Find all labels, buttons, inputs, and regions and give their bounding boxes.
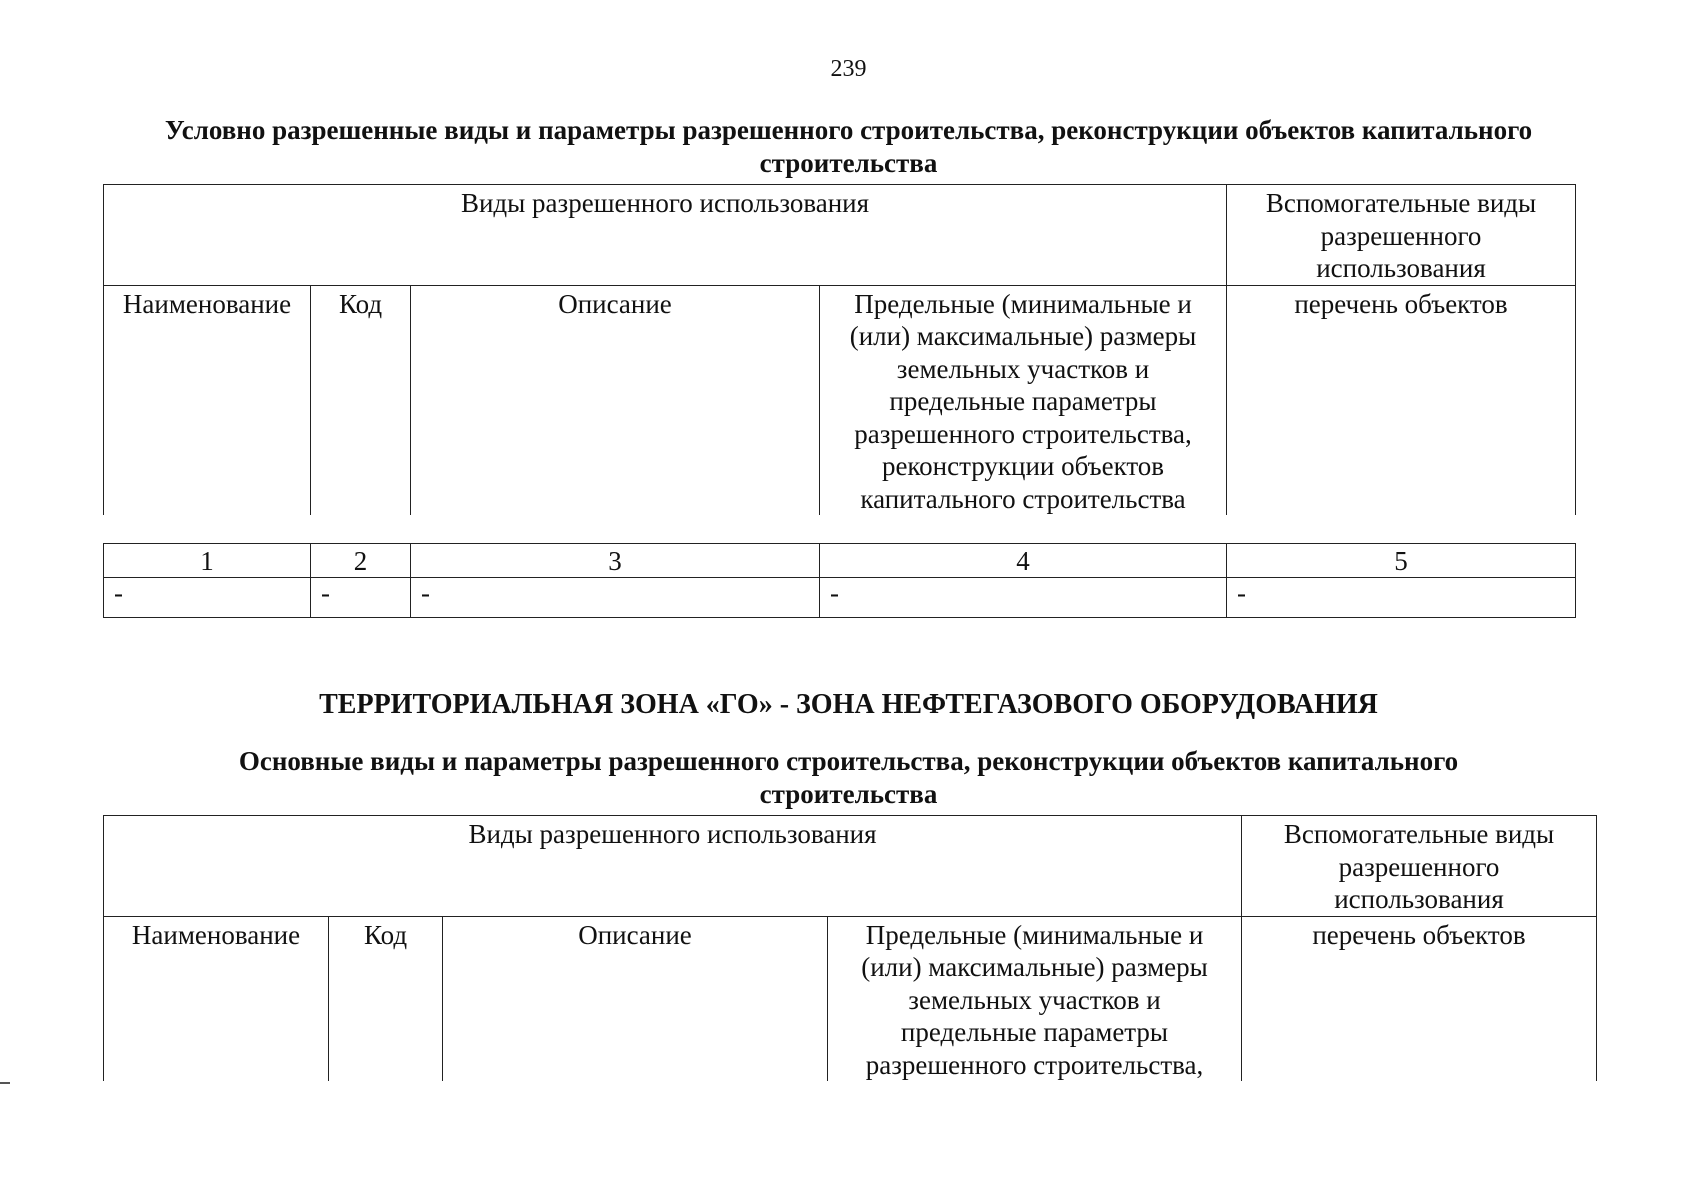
section1-col-limits: Предельные (минимальные и (или) максимальные) размеры земельных участков и предельные параметры разрешенного строительства, реконструкции объектов капитального строительства — [820, 285, 1227, 515]
numbering-cell-4: 4 — [820, 544, 1227, 578]
section2-col-description: Описание — [443, 916, 828, 1081]
data-cell-description: - — [411, 578, 820, 618]
section2-col-limits: Предельные (минимальные и (или) максимальные) размеры земельных участков и предельные параметры разрешенного строительства, — [828, 916, 1242, 1081]
scan-edge-mark — [0, 1082, 10, 1084]
section1-heading — [0, 114, 1697, 180]
section2-heading-line2: строительства — [759, 779, 938, 809]
numbering-cell-5: 5 — [1227, 544, 1576, 578]
section1-col-name: Наименование — [104, 285, 311, 515]
section2-col-name: Наименование — [104, 916, 329, 1081]
section1-aux-header: Вспомогательные виды разрешенного использования — [1227, 185, 1576, 286]
section1-group-header: Виды разрешенного использования — [104, 185, 1227, 286]
section2-col-code: Код — [329, 916, 443, 1081]
section2-heading-line1: Основные виды и параметры разрешенного строительства, реконструкции объектов капитального — [238, 746, 1459, 776]
section1-numbering-table — [103, 543, 1576, 618]
data-cell-code: - — [311, 578, 411, 618]
section1-col-code: Код — [311, 285, 411, 515]
numbering-cell-1: 1 — [104, 544, 311, 578]
numbering-cell-3: 3 — [411, 544, 820, 578]
section1-col-description: Описание — [411, 285, 820, 515]
section2-col-objects: перечень объектов — [1242, 916, 1597, 1081]
section1-heading-line2: строительства — [759, 148, 938, 178]
section2-group-header: Виды разрешенного использования — [104, 816, 1242, 917]
zone-title: ТЕРРИТОРИАЛЬНАЯ ЗОНА «ГО» - ЗОНА НЕФТЕГАЗОВОГО ОБОРУДОВАНИЯ — [319, 689, 1378, 720]
section2-heading — [0, 745, 1697, 811]
page-number: 239 — [830, 56, 867, 82]
section2-header-table — [103, 815, 1597, 1081]
data-cell-name: - — [104, 578, 311, 618]
section1-heading-line1: Условно разрешенные виды и параметры разрешенного строительства, реконструкции объектов капитального — [164, 115, 1533, 145]
numbering-cell-2: 2 — [311, 544, 411, 578]
data-cell-limits: - — [820, 578, 1227, 618]
section1-col-objects: перечень объектов — [1227, 285, 1576, 515]
section2-aux-header: Вспомогательные виды разрешенного использования — [1242, 816, 1597, 917]
data-cell-objects: - — [1227, 578, 1576, 618]
section1-header-table — [103, 184, 1576, 515]
